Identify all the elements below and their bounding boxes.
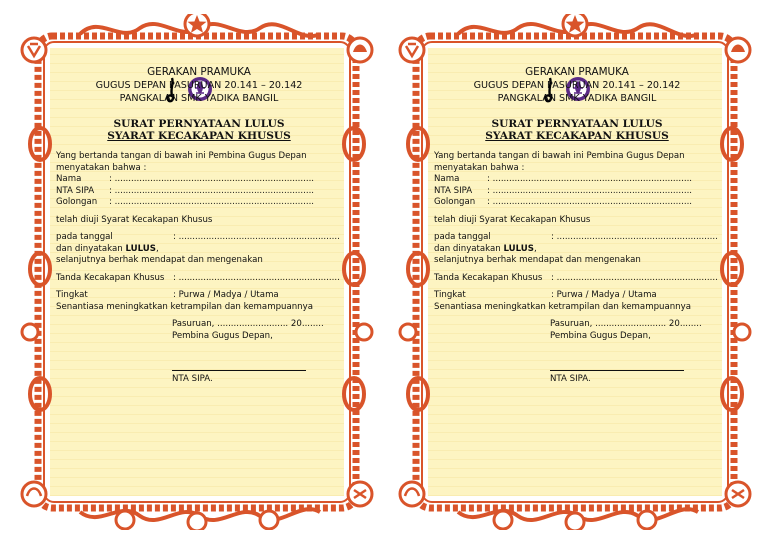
field-value: : ......................................................................... xyxy=(109,185,315,196)
certificate-left xyxy=(20,14,374,530)
signer-title: Pembina Gugus Depan, xyxy=(550,330,651,341)
field-label: NTA SIPA xyxy=(56,185,95,196)
entitled-statement: selanjutnya berhak mendapat dan mengenakan xyxy=(56,255,263,265)
tested-statement: telah diuji Syarat Kecakapan Khusus xyxy=(434,214,591,225)
certificate-title: SURAT PERNYATAAN LULUS xyxy=(113,118,285,130)
org-title: GERAKAN PRAMUKA xyxy=(525,66,629,78)
field-value: : ......................................................................... xyxy=(487,185,693,196)
field-label: Tanda Kecakapan Khusus xyxy=(434,272,543,283)
declared-statement: dan dinyatakan LULUS, xyxy=(56,243,159,254)
field-value: : ......................................................................... xyxy=(109,197,315,207)
field-date xyxy=(56,232,342,244)
org-title: GERAKAN PRAMUKA xyxy=(147,66,251,78)
field-tingkat xyxy=(434,290,720,302)
field-date xyxy=(434,232,720,244)
lulus-text: LULUS xyxy=(125,243,156,254)
lulus-text: LULUS xyxy=(503,243,534,254)
field-golongan xyxy=(434,197,720,209)
certificate-content xyxy=(434,66,720,490)
field-label: NTA SIPA xyxy=(434,185,473,196)
field-label: Nama xyxy=(434,174,460,184)
tested-statement: telah diuji Syarat Kecakapan Khusus xyxy=(56,214,213,225)
signer-nta: NTA SIPA. xyxy=(550,374,591,384)
field-nta-sipa xyxy=(434,186,720,198)
certificate-content xyxy=(56,66,342,490)
field-value: : ......................................................................... xyxy=(109,174,315,184)
field-value: : ........................................................... xyxy=(551,272,718,283)
field-nama xyxy=(434,174,720,186)
field-value: : Purwa / Madya / Utama xyxy=(551,290,657,300)
field-label: Tingkat xyxy=(434,290,466,300)
closing-statement: Senantiasa meningkatkan ketrampilan dan kemampuannya xyxy=(56,301,313,312)
field-tkk xyxy=(56,273,342,285)
field-nta-sipa xyxy=(56,186,342,198)
certificate-subtitle: SYARAT KECAKAPAN KHUSUS xyxy=(485,130,669,142)
entitled-statement: selanjutnya berhak mendapat dan mengenakan xyxy=(434,255,641,265)
unit-name: GUGUS DEPAN PASURUAN 20.141 – 20.142 xyxy=(95,80,303,91)
place-date: Pasuruan, .......................... 20........ xyxy=(550,319,702,329)
intro-line-1: Yang bertanda tangan di bawah ini Pembina Gugus Depan xyxy=(56,151,307,161)
field-label: Tingkat xyxy=(56,290,88,300)
field-golongan xyxy=(56,197,342,209)
field-label: pada tanggal xyxy=(434,232,491,242)
declared-statement: dan dinyatakan LULUS, xyxy=(434,243,537,254)
field-nama xyxy=(56,174,342,186)
field-label: Golongan xyxy=(434,197,476,207)
field-tkk xyxy=(434,273,720,285)
certificate-right xyxy=(398,14,752,530)
intro-line-2: menyatakan bahwa : xyxy=(434,162,525,173)
signer-nta: NTA SIPA. xyxy=(172,374,213,384)
intro-line-1: Yang bertanda tangan di bawah ini Pembina Gugus Depan xyxy=(434,151,685,161)
field-value: : Purwa / Madya / Utama xyxy=(173,290,279,300)
intro-line-2: menyatakan bahwa : xyxy=(56,162,147,173)
field-label: Golongan xyxy=(56,197,98,207)
field-value: : ........................................................... xyxy=(551,232,718,242)
place-date: Pasuruan, .......................... 20........ xyxy=(172,319,324,329)
field-value: : ........................................................... xyxy=(173,232,340,242)
field-label: Tanda Kecakapan Khusus xyxy=(56,272,165,283)
field-label: Nama xyxy=(56,174,82,184)
base-name: PANGKALAN SMK YADIKA BANGIL xyxy=(497,93,657,104)
field-tingkat xyxy=(56,290,342,302)
field-value: : ......................................................................... xyxy=(487,197,693,207)
certificate-title: SURAT PERNYATAAN LULUS xyxy=(491,118,663,130)
field-label: pada tanggal xyxy=(56,232,113,242)
closing-statement: Senantiasa meningkatkan ketrampilan dan kemampuannya xyxy=(434,301,691,312)
field-value: : ........................................................... xyxy=(173,272,340,283)
base-name: PANGKALAN SMK YADIKA BANGIL xyxy=(119,93,279,104)
certificate-subtitle: SYARAT KECAKAPAN KHUSUS xyxy=(107,130,291,142)
unit-name: GUGUS DEPAN PASURUAN 20.141 – 20.142 xyxy=(473,80,681,91)
signer-title: Pembina Gugus Depan, xyxy=(172,330,273,341)
field-value: : ......................................................................... xyxy=(487,174,693,184)
